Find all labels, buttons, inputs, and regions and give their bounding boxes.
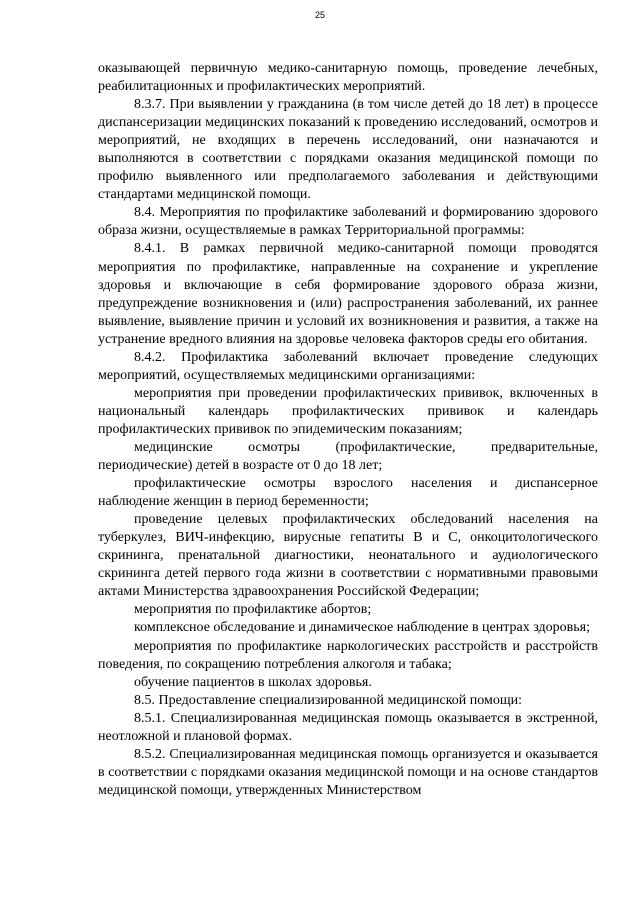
paragraph: проведение целевых профилактических обследований населения на туберкулез, ВИЧ-инфекцию, вирусные гепатиты В и С, онкоцитологического скрининга, пренатальной диагностики, неонатального и аудиологического скрининга детей первого года жизни в соответствии с нормативными правовыми актами Министерства здравоохранения Российской Федерации; <box>98 512 598 600</box>
paragraph: 8.4. Мероприятия по профилактике заболеваний и формированию здорового образа жизни, осуществляемые в рамках Территориальной программы: <box>98 205 598 239</box>
paragraph: мероприятия по профилактике наркологических расстройств и расстройств поведения, по сокращению потребления алкоголя и табака; <box>98 638 598 672</box>
paragraph: 8.3.7. При выявлении у гражданина (в том числе детей до 18 лет) в процессе диспансеризации медицинских показаний к проведению исследований, осмотров и мероприятий, не входящих в перечень исследований, они назначаются и выполняются в соответствии с порядками оказания медицинской помощи по профилю выявленного или предполагаемого заболевания и действующими стандартами медицинской помощи. <box>98 97 598 203</box>
paragraph: 8.4.1. В рамках первичной медико-санитарной помощи проводятся мероприятия по профилактике, направленные на сохранение и укрепление здоровья и включающие в себя формирование здорового образа жизни, предупреждение возникновения и (или) распространения заболеваний, их раннее выявление, выявление причин и условий их возникновения и развития, а также на устранение вредного влияния на здоровье человека факторов среды его обитания. <box>98 241 598 347</box>
paragraph: 8.5.2. Специализированная медицинская помощь организуется и оказывается в соответствии с порядками оказания медицинской помощи и на основе стандартов медицинской помощи, утвержденных Министерством <box>98 746 598 798</box>
paragraph: мероприятия при проведении профилактических прививок, включенных в национальный календарь профилактических прививок и календарь профилактических прививок по эпидемическим показаниям; <box>98 385 598 437</box>
paragraph: 8.4.2. Профилактика заболеваний включает проведение следующих мероприятий, осуществляемых медицинскими организациями: <box>98 349 598 383</box>
page-number: 25 <box>314 10 325 20</box>
paragraph: медицинские осмотры (профилактические, предварительные, периодические) детей в возрасте от 0 до 18 лет; <box>98 439 598 474</box>
paragraph: оказывающей первичную медико-санитарную помощь, проведение лечебных, реабилитационных и профилактических мероприятий. <box>98 61 598 95</box>
paragraph: мероприятия по профилактике абортов; <box>134 602 372 618</box>
paragraph: 8.5.1. Специализированная медицинская помощь оказывается в экстренной, неотложной и плановой формах. <box>98 710 598 744</box>
paragraph: обучение пациентов в школах здоровья. <box>134 674 372 690</box>
paragraph: 8.5. Предоставление специализированной медицинской помощи: <box>134 692 523 708</box>
document-body <box>98 60 598 800</box>
paragraph: профилактические осмотры взрослого населения и диспансерное наблюдение женщин в период беременности; <box>98 476 598 510</box>
paragraph: комплексное обследование и динамическое наблюдение в центрах здоровья; <box>134 620 590 636</box>
